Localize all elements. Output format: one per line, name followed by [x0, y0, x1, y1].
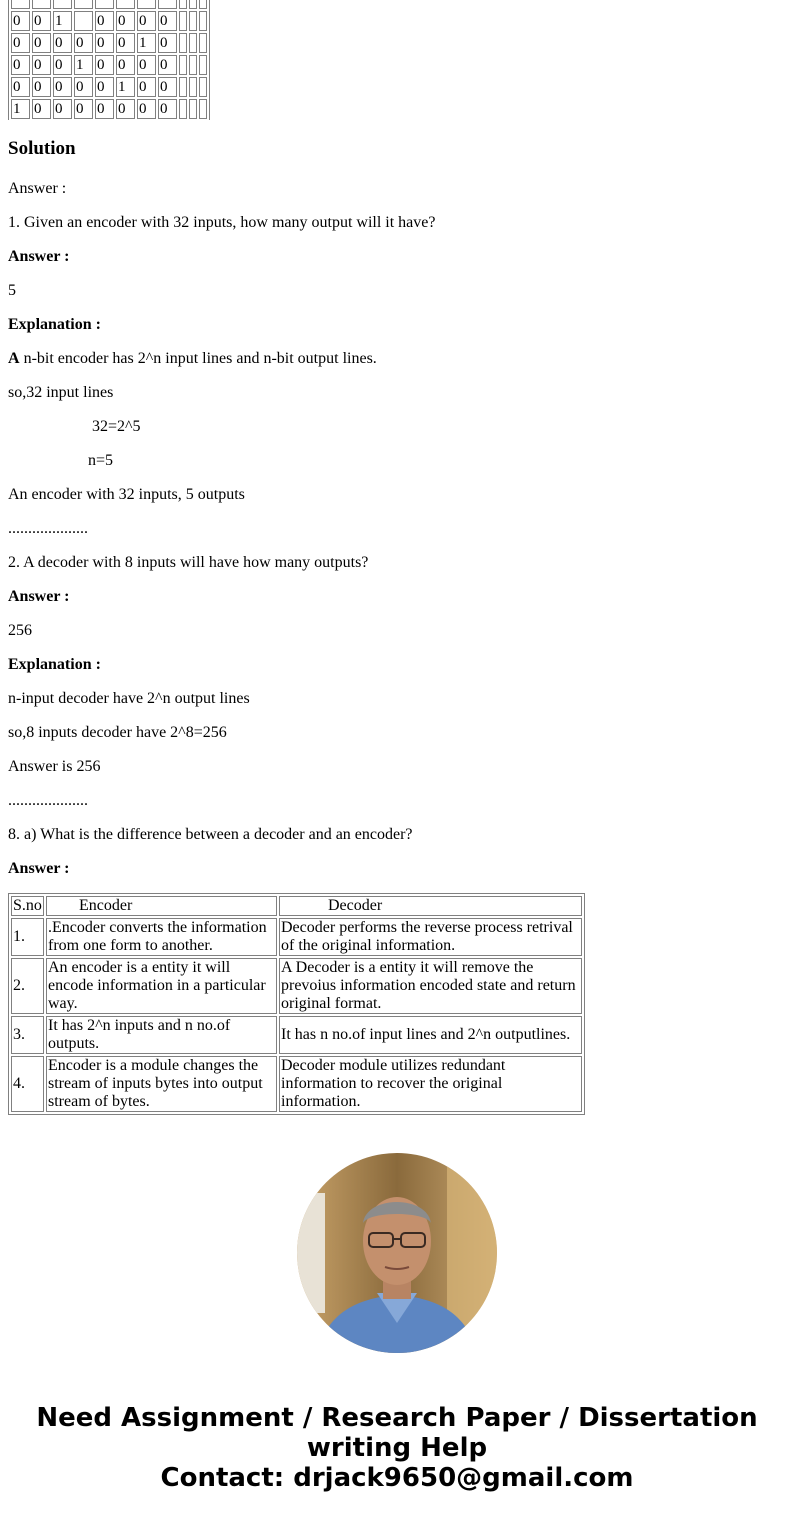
truth-table-cell: 0 [53, 77, 72, 97]
comparison-row [11, 958, 582, 1014]
truth-table-cell [199, 33, 207, 53]
truth-table-cell [189, 33, 197, 53]
truth-table-cell: 0 [11, 55, 30, 75]
truth-table-cell: 0 [11, 11, 30, 31]
text-line: Answer : [8, 248, 70, 265]
comparison-cell: It has 2^n inputs and n no.of outputs. [46, 1016, 277, 1054]
text-line-lead: A [8, 350, 20, 367]
advert-line-1: Need Assignment / Research Paper / Dissertation [36, 1403, 758, 1433]
text-line: 32=2^5 [92, 418, 141, 435]
text-line: Explanation : [8, 656, 101, 673]
truth-table-row [11, 77, 207, 97]
truth-table-cell [199, 11, 207, 31]
advert-contact: Contact: drjack9650@gmail.com [160, 1463, 634, 1493]
truth-table-cell [199, 55, 207, 75]
truth-table-cell: 0 [11, 33, 30, 53]
text-line: so,32 input lines [8, 384, 114, 401]
comparison-cell: Encoder is a module changes the stream of inputs bytes into output stream of bytes. [46, 1056, 277, 1112]
comparison-row [11, 918, 582, 956]
truth-table-cell: 0 [53, 99, 72, 119]
comparison-cell: 1. [11, 918, 44, 956]
comparison-header-cell: Decoder [279, 896, 582, 916]
truth-table-cell [189, 55, 197, 75]
truth-table-cell: 0 [158, 55, 177, 75]
truth-table-cell: 0 [95, 55, 114, 75]
truth-table-cell: 0 [137, 77, 156, 97]
truth-table-cell: 0 [32, 77, 51, 97]
truth-table-row [11, 55, 207, 75]
comparison-table [8, 893, 585, 1115]
text-line: Answer : [8, 180, 67, 197]
text-line: An encoder with 32 inputs, 5 outputs [8, 486, 245, 503]
comparison-header-row [11, 896, 582, 916]
comparison-header-cell: S.no [11, 896, 44, 916]
text-line-body: n-bit encoder has 2^n input lines and n-bit output lines. [23, 350, 377, 367]
comparison-header-cell: Encoder [46, 896, 277, 916]
text-line: Answer : [8, 588, 70, 605]
truth-table-cell: 0 [32, 11, 51, 31]
truth-table-cell [189, 77, 197, 97]
truth-table-cell: 0 [74, 99, 93, 119]
comparison-row [11, 1056, 582, 1112]
document-page [8, 0, 786, 1110]
truth-table-cell: 0 [158, 99, 177, 119]
truth-table-cell: 0 [53, 55, 72, 75]
truth-table-header-row [11, 0, 207, 9]
comparison-cell: 2. [11, 958, 44, 1014]
text-line: .................... [8, 520, 88, 537]
truth-table-cell: 0 [95, 99, 114, 119]
text-line: Answer : [8, 860, 70, 877]
truth-table-cell: 0 [74, 77, 93, 97]
truth-table [8, 0, 210, 120]
truth-table-cell: 0 [53, 33, 72, 53]
truth-table-cell: 0 [32, 33, 51, 53]
text-line [8, 349, 377, 369]
truth-table-cell: 0 [95, 33, 114, 53]
truth-table-cell: 0 [32, 55, 51, 75]
text-line: .................... [8, 792, 88, 809]
comparison-cell: It has n no.of input lines and 2^n outputlines. [279, 1016, 582, 1054]
truth-table-cell: 0 [116, 33, 135, 53]
truth-table-cell [199, 99, 207, 119]
truth-table-cell [189, 11, 197, 31]
truth-table-cell: 1 [137, 33, 156, 53]
truth-table-row [11, 11, 207, 31]
text-line: 2. A decoder with 8 inputs will have how many outputs? [8, 554, 369, 571]
text-line: 5 [8, 282, 16, 299]
comparison-cell: 4. [11, 1056, 44, 1112]
text-line: Answer is 256 [8, 758, 101, 775]
truth-table-cell [74, 11, 93, 31]
comparison-cell: Decoder module utilizes redundant information to recover the original information. [279, 1056, 582, 1112]
text-line: 256 [8, 622, 32, 639]
advert-line-2: writing Help [306, 1433, 488, 1463]
comparison-row [11, 1016, 582, 1054]
truth-table-cell [189, 99, 197, 119]
text-line: 1. Given an encoder with 32 inputs, how many output will it have? [8, 214, 436, 231]
truth-table-cell [179, 77, 187, 97]
truth-table-cell: 0 [116, 99, 135, 119]
truth-table-cell: 0 [11, 77, 30, 97]
truth-table-cell: 0 [158, 11, 177, 31]
solution-heading: Solution [8, 138, 76, 159]
truth-table-cell: 0 [74, 33, 93, 53]
truth-table-cell [179, 99, 187, 119]
text-line: 8. a) What is the difference between a decoder and an encoder? [8, 826, 413, 843]
comparison-cell: A Decoder is a entity it will remove the prevoius information encoded state and return original format. [279, 958, 582, 1014]
truth-table-cell [179, 11, 187, 31]
author-photo [297, 1153, 497, 1353]
comparison-cell: 3. [11, 1016, 44, 1054]
comparison-cell: .Encoder converts the information from one form to another. [46, 918, 277, 956]
truth-table-cell [179, 33, 187, 53]
truth-table-cell [199, 77, 207, 97]
truth-table-cell: 0 [95, 77, 114, 97]
truth-table-row [11, 33, 207, 53]
truth-table-cell: 0 [158, 77, 177, 97]
comparison-cell: Decoder performs the reverse process retrival of the original information. [279, 918, 582, 956]
text-line: Explanation : [8, 316, 101, 333]
truth-table-cell: 1 [74, 55, 93, 75]
truth-table-cell [179, 55, 187, 75]
truth-table-container [8, 0, 786, 120]
truth-table-cell: 0 [158, 33, 177, 53]
author-photo-image [297, 1153, 497, 1353]
text-line: n-input decoder have 2^n output lines [8, 690, 250, 707]
truth-table-cell: 0 [137, 99, 156, 119]
truth-table-cell: 1 [116, 77, 135, 97]
truth-table-cell: 0 [137, 11, 156, 31]
truth-table-cell: 0 [116, 11, 135, 31]
truth-table-cell: 0 [116, 55, 135, 75]
truth-table-cell: 1 [53, 11, 72, 31]
truth-table-cell: 0 [95, 11, 114, 31]
text-line: so,8 inputs decoder have 2^8=256 [8, 724, 227, 741]
text-line: n=5 [88, 452, 114, 469]
comparison-cell: An encoder is a entity it will encode information in a particular way. [46, 958, 277, 1014]
advert-banner [0, 1403, 794, 1493]
truth-table-row [11, 99, 207, 119]
truth-table-cell: 0 [32, 99, 51, 119]
truth-table-cell: 0 [137, 55, 156, 75]
truth-table-cell: 1 [11, 99, 30, 119]
